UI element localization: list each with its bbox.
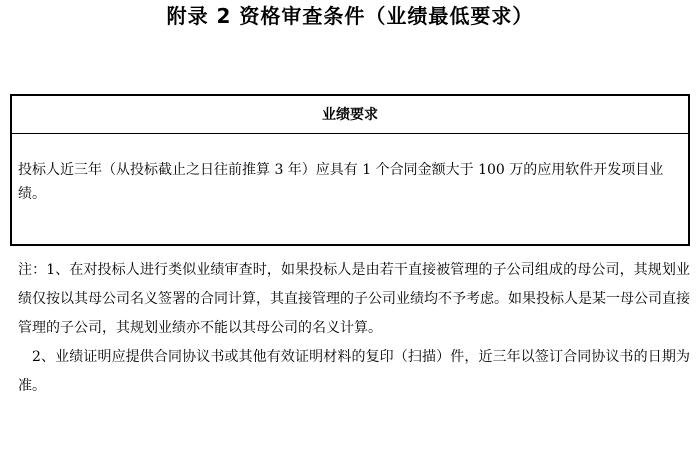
requirement-table-header: 业绩要求 [12, 96, 688, 134]
requirement-table-content: 投标人近三年（从投标截止之日往前推算 3 年）应具有 1 个合同金额大于 100 万的应用软件开发项目业绩。 [18, 162, 664, 202]
note-1: 注：1、在对投标人进行类似业绩审查时，如果投标人是由若干直接被管理的子公司组成的母公司，其规划业绩仅按以其母公司名义签署的合同计算，其直接管理的子公司业绩均不予考虑。如果投标人是某一母公司直接管理的子公司，其规划业绩亦不能以其母公司的名义计算。 [18, 262, 690, 336]
note-2: 2、业绩证明应提供合同协议书或其他有效证明材料的复印（扫描）件，近三年以签订合同协议书的日期为准。 [18, 349, 690, 394]
requirement-table [10, 94, 690, 246]
notes-section [18, 256, 690, 401]
page-title: 附录 2 资格审查条件（业绩最低要求） [166, 4, 534, 28]
